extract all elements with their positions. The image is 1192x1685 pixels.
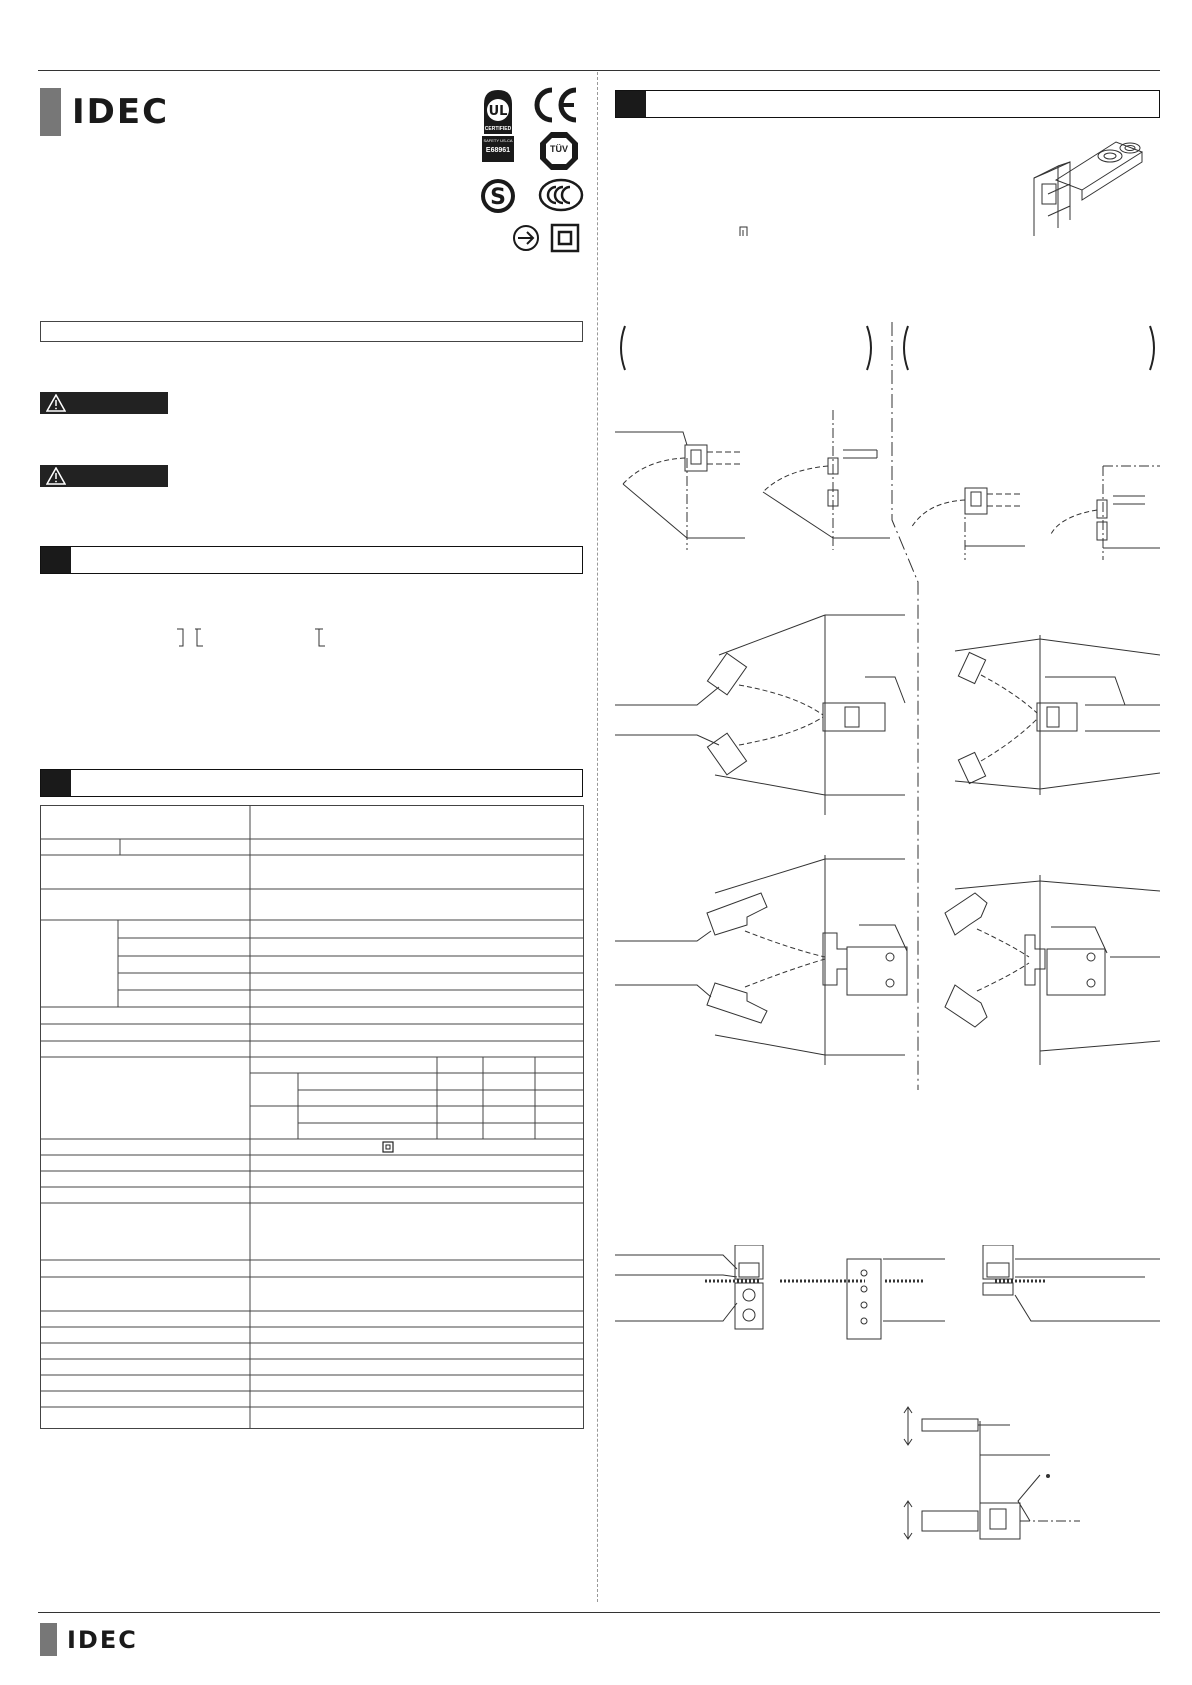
mounting-diagram-row3 xyxy=(615,845,1160,1075)
ul-cert-text: CERTIFIED xyxy=(484,126,512,132)
tuv-text: TÜV xyxy=(550,144,568,154)
footer-logo xyxy=(40,1623,138,1656)
top-rule xyxy=(38,70,1160,71)
model-code-marks xyxy=(175,626,335,648)
warning-icon xyxy=(46,394,66,412)
product-isometric-drawing xyxy=(1030,128,1160,240)
installation-section-diagram xyxy=(615,1245,1160,1370)
double-insulation-icon xyxy=(383,1142,393,1152)
ul-cert-number: E68961 xyxy=(485,147,511,154)
actuator-symbol xyxy=(738,225,750,237)
column-divider xyxy=(597,72,598,1602)
ul-cert-text-2: SAFETY US-CA xyxy=(483,138,513,143)
footer-rule xyxy=(38,1612,1160,1613)
warning-icon xyxy=(46,467,66,485)
caution-label xyxy=(40,465,168,487)
section-bar-2 xyxy=(40,769,583,797)
ccc-mark-icon xyxy=(538,178,584,217)
ul-certified-icon xyxy=(478,86,518,164)
logo-mark xyxy=(40,88,66,136)
warning-label xyxy=(40,392,168,414)
specifications-table xyxy=(40,805,585,1430)
section-bar-3 xyxy=(615,90,1160,118)
s-mark-icon xyxy=(480,178,516,219)
tuv-mark-icon xyxy=(538,130,580,172)
brand-logo xyxy=(40,88,169,136)
section-bar-1 xyxy=(40,546,583,574)
mounting-diagram-row1 xyxy=(615,410,1160,560)
footer-logo-mark xyxy=(40,1623,62,1656)
direct-opening-icon xyxy=(512,224,540,257)
svg-text:UL: UL xyxy=(488,104,508,119)
bracket-group-left xyxy=(615,324,877,372)
instruction-banner xyxy=(40,321,583,342)
mounting-diagram-row2 xyxy=(615,595,1160,835)
gap-adjustment-diagram xyxy=(900,1405,1100,1555)
ce-mark-icon xyxy=(532,86,580,129)
double-insulation-icon xyxy=(550,223,580,258)
svg-text:S: S xyxy=(490,185,506,210)
logo-text: IDEC xyxy=(72,92,170,132)
footer-logo-text: IDEC xyxy=(67,1625,138,1654)
